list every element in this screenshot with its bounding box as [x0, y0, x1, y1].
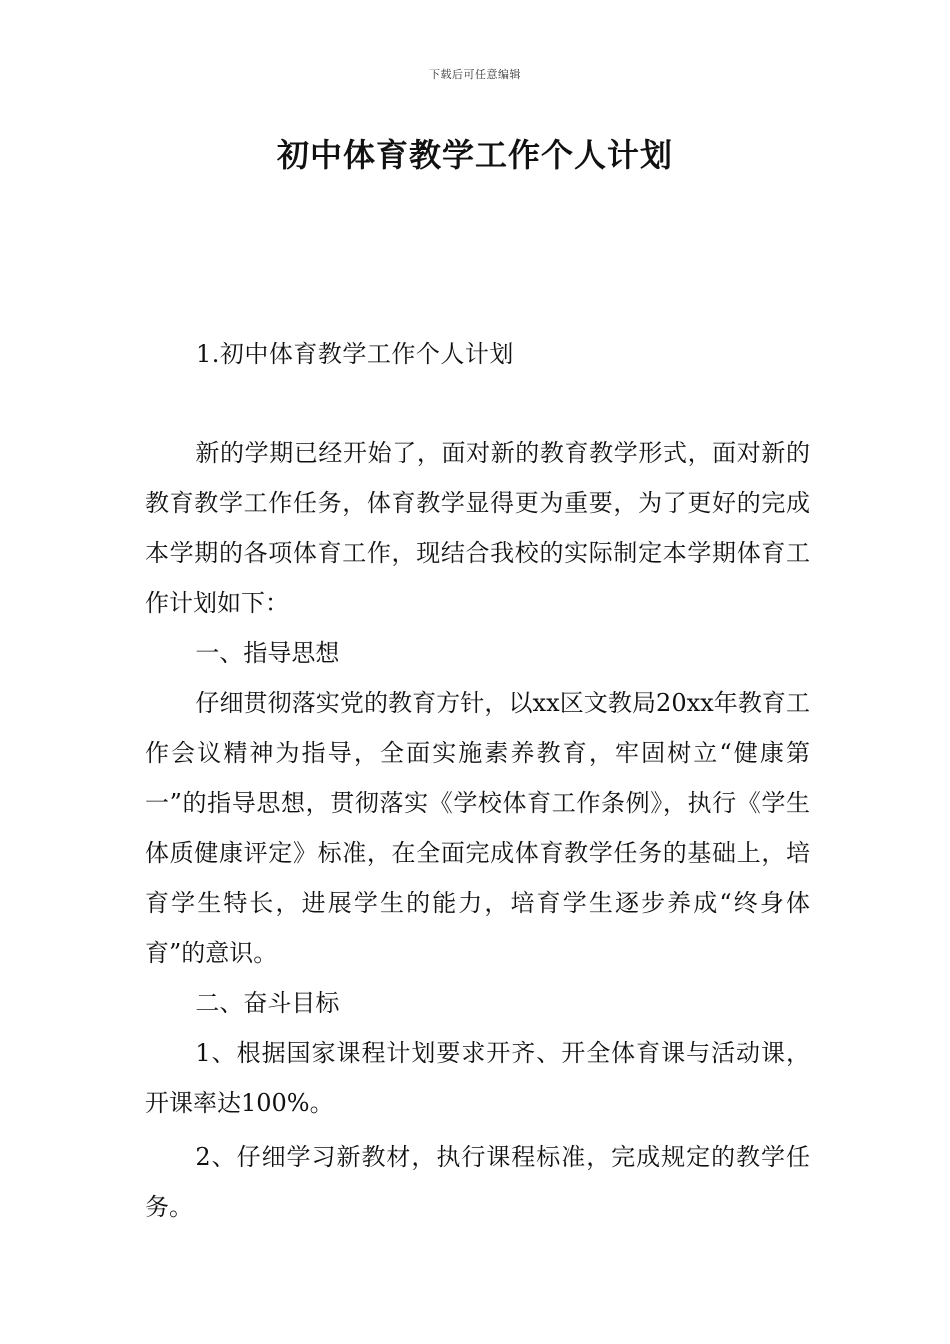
header-note: 下载后可任意编辑 — [429, 68, 521, 81]
goal-item-1: 1、根据国家课程计划要求开齐、开全体育课与活动课，开课率达100%。 — [145, 1039, 810, 1117]
section-heading: 1.初中体育教学工作个人计划 — [196, 340, 514, 368]
paragraph-intro: 新的学期已经开始了，面对新的教育教学形式，面对新的教育教学工作任务，体育教学显得更为重要，为了更好的完成本学期的各项体育工作，现结合我校的实际制定本学期体育工作计划如下： — [145, 439, 810, 617]
heading-guiding-ideology: 一、指导思想 — [195, 639, 340, 667]
heading-goals: 二、奋斗目标 — [195, 989, 340, 1017]
document-body — [145, 428, 810, 1232]
paragraph-guiding-ideology: 仔细贯彻落实党的教育方针，以xx区文教局20xx年教育工作会议精神为指导，全面实施素养教育，牢固树立“健康第一”的指导思想，贯彻落实《学校体育工作条例》，执行《学生体质健康评定》标准，在全面完成体育教学任务的基础上，培育学生特长，进展学生的能力，培育学生逐步养成“终身体育”的意识。 — [145, 689, 810, 967]
goal-item-2: 2、仔细学习新教材，执行课程标准，完成规定的教学任务。 — [145, 1143, 810, 1221]
document-title: 初中体育教学工作个人计划 — [276, 136, 673, 174]
